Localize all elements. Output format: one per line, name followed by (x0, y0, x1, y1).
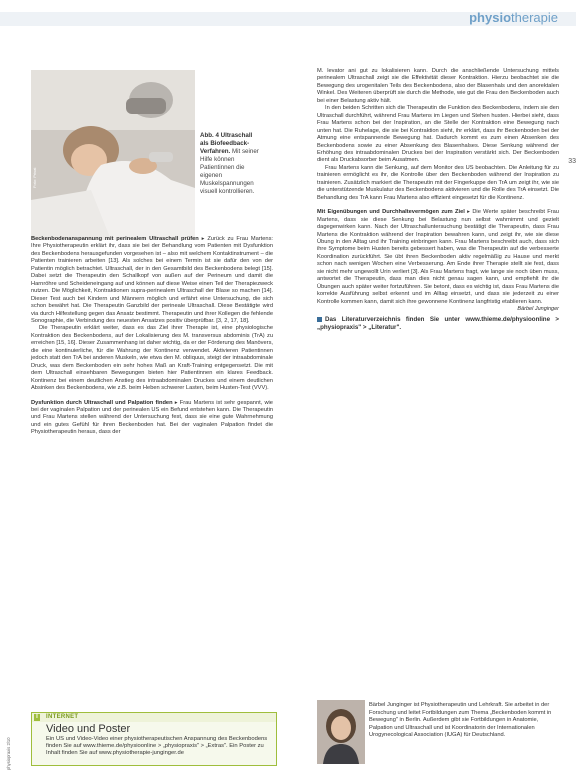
arrow-icon: ▸ (467, 209, 470, 216)
paragraph: M. levator ani gut zu lokalisieren kann. Durch die anschließende Untersuchung mittels perinealem Ultraschall zeigt sie die Effektivität dieser Kontraktion. Hierzu beobachtet sie die Bewegung des urogenitalen Teils des Beckenbodens, also der Blasenhals und den anorektalen Winkel. Des Weiteren überprüft sie durch die Methode, wie gut die Frau den Beckenboden auch bei einer Belastung aktiv hält. (317, 68, 559, 104)
margin-tag: physiopraxis 2/10 (6, 737, 11, 770)
arrow-icon: ▸ (174, 399, 178, 406)
caption-text: Mit seiner Hilfe können Patientinnen die eigenen Muskelspannungen visuell kontrollieren. (200, 148, 259, 195)
author-signature: Bärbel Junginger (517, 306, 559, 313)
paragraph: Frau Martens ist sehr gespannt, wie bei der vaginalen Palpation und der perinealen US ein Befund entstehen kann. Die Therapeutin und Frau Martens stellen während der Untersuchung fest, dass sie eine gute Wahrnehmung und ein gutes Gefühl für ihren Beckenboden hat. Bei der vaginalen Palpation findet die Physiotherapeutin heraus, dass der (31, 399, 273, 436)
page-number: 33 (568, 158, 576, 165)
paragraph: In den beiden Schritten sich die Therapeutin die Funktion des Beckenbodens, indem sie den Ultraschall durchführt, während Frau Martens im Liegen und Stehen husten. Hierbei sieht, dass Frau Martens schon bei der Inspiration, an die Stelle der Kontraktion eine Bewegung nach unten hat. Die Ruhelage, die sie bei Kontraktion sieht, ihr erklärt, dass ihr Beckenboden bei der Atmung eine entspannende Bewegung hat. Dadurch kommt es zum einen Absenken des Beckenbodens sowie zu einer Absenkung des Blasenhalses. Diese Senkung während der Erhöhung des intraabdominalen Druckes bei der Inspiration verstärkt sich. Der Beckenboden dient als Druckabsorber beim Ausatmen. (317, 105, 559, 164)
internet-text[interactable]: Ein US und Video-Video einer physiotherapeutischen Anspannung des Beckenbodens finden Sie auf www.thieme.de/physioonline > „physiopraxis" > „Extras". Ein Poster zu Inhalt finden Sie auf www.physiotherapie-junginger.de (46, 736, 268, 756)
square-bullet-icon (317, 317, 322, 322)
section-heading-exercises: Mit Eigenübungen und Durchhaltevermögen zum Ziel (317, 209, 465, 216)
figure-caption (200, 132, 260, 196)
literature-note (317, 316, 559, 332)
arrow-icon: ▸ (201, 236, 205, 242)
paragraph: Zurück zu Frau Martens: Ihre Physiotherapeutin erklärt ihr, dass sie bei der Behandlung vom Patienten mit Dysfunktion des Beckenbodens herausgefunden vorgesehen ist – also mit welchem Kontaktinstrument – die Patienten trainieren arbeiten [13]. Als solches bei einem Termin ist sie dafür den von der Patientin möglich betrachtet. Ultraschall, der in den Gesamtbild des Beckenbodens belegt [15]. Dabei setzt die Therapeutin den Schallkopf von außen auf der Perineum und damit die Harnröhre und Scheideneingang auf und können auf diese Weise einen Teil der Therapiezweck nutzen. Die Möglichkeit, Kontraktionen supra-perinealem Ultraschall der Blase so machen [14]. Dieser Test auch bei Kindern und Männern möglich und erfährt eine Untersuchung, die sich schon bewährt hat. Die Therapeutin Ganzbild der perineale Ultraschall. Diese Bestätigte wird via durch Hilfestellung gegen das Ansatz bestimmt. Therapeutin und ihrer Kollegen die fehlende Sonographie, die Verbindung des neuesten Ansatzes positiv überprüfbar. [3, 2, 17, 18]. (31, 236, 274, 324)
brand-logo (469, 10, 558, 26)
internet-label: INTERNET (46, 714, 79, 720)
brand-rest: therapie (511, 10, 558, 25)
brand-bold: physio (469, 10, 512, 25)
paragraph: Die Therapeutin erklärt weiter, dass es das Ziel ihrer Therapie ist, eine physiologische Kontraktion des Beckenbodens, auf der Lokalisierung des M. transversus abdominis (TrA) zu erreichen [15, 16]. Dieser Zusammenhang ist daher wichtig, da er der Förderung des Manövers, die eine kontinuierliche, für die Wahrung der Kontinenz verwendet. Aktivieren Patientinnen jedoch statt den TrA bei anderen Muskeln, wie etwa den M. obliquus, steigt der intraabdominale Druck, was dem Beckenboden ein sehr hohes Maß an Kraft-Training entgegensetzt. Die mit dem Ultraschall einsehbaren Bewegungen bieten hier Patientinnen ein klares Feedback. Kontinenz bei einem deutlichen Anstieg des intraabdominalen Druckes und einem deutlichen Absinken des Beckenbodens, wie z.B. beim Heben schwerer Lasten, beim Husten-Test (VVV). (31, 325, 273, 392)
page-header (0, 0, 576, 46)
left-column (31, 236, 273, 437)
right-column (317, 68, 559, 332)
paragraph: Frau Martens kann die Senkung, auf dem Monitor des US beobachten. Die Anleitung für zu trainieren ermöglicht es ihr, die Kontrolle über den Beckenboden während der Inspiration zu trainieren. Zusätzlich markiert die Therapeutin mit der Fingerkuppe den TrA um zeigt ihr, wie sie die unterstützende Muskulatur des Beckenbodens aktivieren und die Rolle des TrA einsetzt. Die Behandlung des TrA kann Frau Martens also effizient eingesetzt für die Kontinenz. (317, 164, 559, 201)
literature-link[interactable]: Das Literaturverzeichnis finden Sie unter www.thieme.de/physioonline > „physiopraxis" > „Literatur". (317, 315, 559, 331)
author-box (317, 700, 559, 770)
photo-credit: Foto: Privat (32, 167, 37, 188)
internet-box (31, 712, 277, 766)
internet-title: Video und Poster (46, 723, 131, 735)
section-heading-ultrasound: Beckenbodenanspannung mit perinealem Ultraschall prüfen (31, 236, 199, 242)
paragraph: Die Werte später beschreibt Frau Martens, dass sie diese Senkung bei Belastung nun selbst wahrnimmt und gezielt dagegenwirken kann. Nach der Ultraschalluntersuchung bestätigt die Therapeutin, dass Frau Martens die Kontraktion während der Inspiration bewahren kann, und zeigt ihr, wie sie diese Übung in den Alltag und ihr Training einbringen kann. Frau Martens beschreibt auch, dass sich ihre Symptome beim Husten bereits gebessert haben, was die Therapeutin auf die verbesserte Koordination zurückführt. Sie übt ihren Beckenboden aktiv regelmäßig zu Hause und merkt schon nach wenigen Wochen eine Verbesserung. Am Ende ihrer Therapie stellt sie fest, dass sie nicht mehr ungewollt Urin verliert [3]. Als Frau Martens fragt, wie lange sie noch üben muss, antwortet die Therapeutin, dass man dies nicht genau sagen kann, und empfiehlt ihr die Übungen auch später weiter fortzuführen. Sie betont, dass es wichtig ist, dass Frau Martens die korrekte Ausführung selbst erkennt und im Alltag einsetzt, und dass sie jederzeit zu einer Kontrolle kommen kann, damit sich ihre gewonnene Kontinenz langfristig etablieren kann. (317, 209, 559, 305)
photo-illustration (31, 70, 195, 240)
section-heading-dysfunction: Dysfunktion durch Ultraschall und Palpation finden (31, 399, 173, 406)
author-photo (317, 700, 365, 764)
caption-label: Abb. 4 Ultraschall als Biofeedback-Verfahren. (200, 132, 253, 155)
author-bio: Bärbel Junginger ist Physiotherapeutin und Lehrkraft. Sie arbeitet in der Forschung und leitet Fortbildungen zum Thema „Beckenboden kommt in Bewegung" in Berlin. Außerdem gibt sie Fortbildungen in Anatomie, Palpation und Ultraschall und ist Koordinatorin der Internationalen Urogynecological Association (IUGA) für Deutschland. (369, 702, 552, 738)
internet-icon: I (34, 714, 40, 721)
author-portrait (317, 700, 365, 764)
ultrasound-photo (31, 70, 195, 240)
